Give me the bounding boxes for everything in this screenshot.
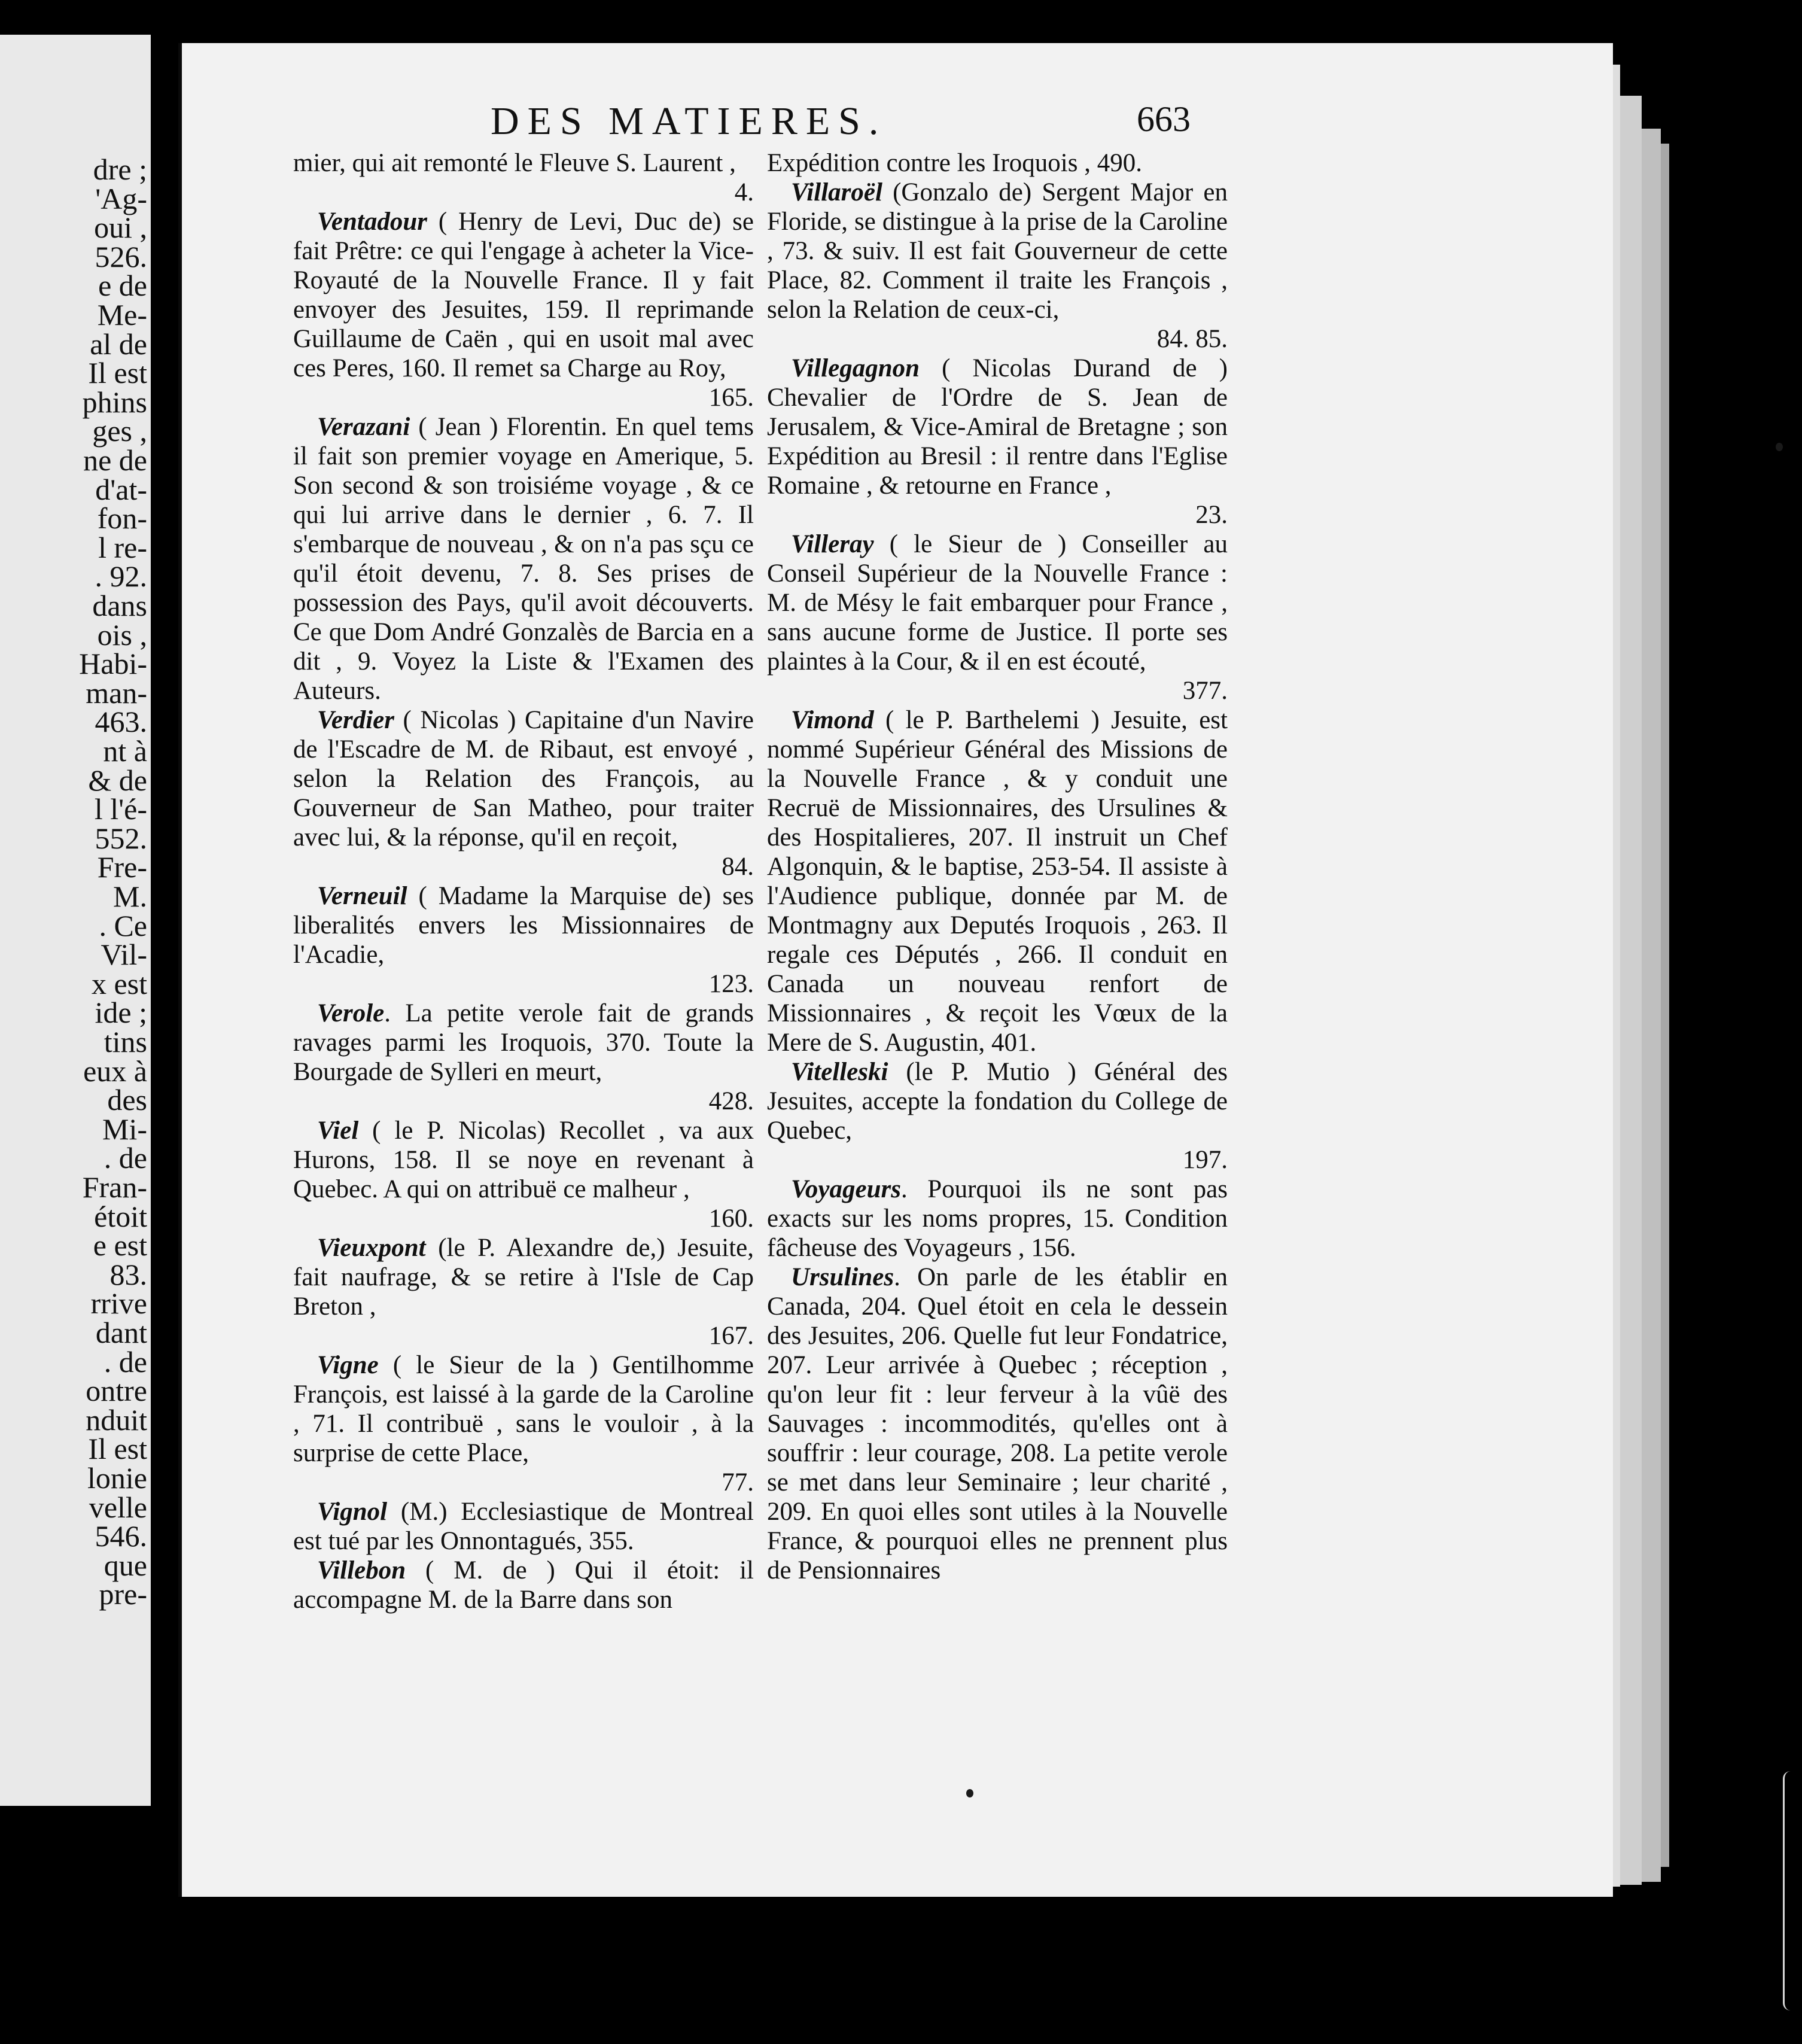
index-entry [293, 881, 754, 969]
fragment-line: . de [104, 1141, 147, 1175]
fragment-line: étoit [94, 1199, 147, 1233]
page-number: 663 [1137, 99, 1191, 139]
fragment-line: . Ce [99, 908, 147, 942]
fragment-line: velle [89, 1490, 147, 1524]
entry-text: ( Nicolas Durand de ) Chevalier de l'Ordre de S. Jean de Jerusalem, & Vice-Amiral de Bretagne ; son Expédition au Bresil : il rentre dans l'Eglise Romaine , & retourne en France , [767, 354, 1228, 500]
entry-headword: Viel [317, 1117, 359, 1145]
fragment-line: 526. [95, 239, 147, 273]
fragment-line: 83. [109, 1257, 147, 1291]
index-entry [767, 1057, 1228, 1145]
fragment-line: Vil- [101, 938, 147, 972]
fragment-line: lonie [87, 1461, 147, 1495]
fragment-line: 552. [95, 821, 147, 855]
entry-text: (le P. Alexandre de,) Jesuite, fait naufrage, & se retire à l'Isle de Cap Breton , [293, 1234, 754, 1321]
fragment-line: fon- [97, 501, 147, 536]
fragment-line: oui , [94, 211, 147, 245]
index-entry [767, 530, 1228, 676]
entry-text: ( le P. Nicolas) Recollet , va aux Hurons, 158. Il se noye en revenant à Quebec. A qui on attribuë ce malheur , [293, 1117, 754, 1203]
index-entry [767, 178, 1228, 324]
fragment-line: al de [90, 327, 147, 361]
entry-text: . On parle de les établir en Canada, 204. Quel étoit en cela le dessein des Jesuites, 206. Quelle fut leur Fondatrice, 207. Leur arrivée à Quebec ; réception , qu'on leur fit : leur ferveur à la vûë des Sauvages : incommodités, qu'elles ont à souffrir : leur courage, 208. La petite verole se met dans leur Seminaire ; leur charité , 209. En quoi elles sont utiles à la Nouvelle France, & pourquoi elles ne prennent plus de Pensionnaires [767, 1263, 1228, 1584]
entry-headword: Verdier [317, 706, 394, 734]
fragment-line: phins [82, 385, 147, 419]
index-column-right [767, 148, 1228, 1585]
index-entry [767, 705, 1228, 1057]
fragment-line: que [104, 1548, 147, 1582]
thread-mark [1783, 1771, 1798, 2010]
fragment-line: Fre- [97, 850, 147, 884]
index-entry [767, 148, 1228, 178]
fragment-line: 'Ag- [95, 181, 147, 215]
page-edge [1660, 144, 1669, 1867]
fragment-line: 463. [95, 705, 147, 739]
fragment-line: ges , [92, 414, 147, 448]
page-edge [1640, 129, 1661, 1882]
index-entry [293, 1116, 754, 1204]
fragment-line: l re- [98, 530, 147, 564]
index-entry [293, 148, 754, 178]
entry-headword: Villegagnon [791, 354, 920, 382]
entry-headword: Verazani [317, 413, 410, 441]
fragment-line: Il est [88, 356, 147, 390]
fragment-line: e de [98, 269, 147, 303]
fragment-line: 546. [95, 1519, 147, 1553]
index-entry [767, 1263, 1228, 1585]
fragment-line: nt à [103, 734, 147, 768]
fragment-line: tins [104, 1025, 147, 1058]
entry-page-ref: 84. [722, 853, 754, 881]
fragment-line: ois , [97, 618, 147, 652]
entry-text: ( le P. Barthelemi ) Jesuite, est nommé Supérieur Général des Missions de la Nouvelle France , & y conduit une Recruë de Missionnaires, des Ursulines & des Hospitalieres, 207. Il instruit un Chef Algonquin, & le baptise, 253-54. Il assiste à l'Audience publique, donnée par M. de Montmagny aux Deputés Iroquois , 263. Il regale ces Députés , 266. Il conduit en Canada un nouveau renfort de Missionnaires , & reçoit les Vœux de la Mere de S. Augustin, 401. [767, 706, 1228, 1057]
entry-text: ( Jean ) Florentin. En quel tems il fait son premier voyage en Amerique, 5. Son second & son troisiéme voyage , & ce qui lui arrive dans le dernier , 6. 7. Il s'embarque de nouveau , & on n'a pas sçu ce qu'il étoit devenu, 7. 8. Ses prises de possession des Pays, qu'il avoit découverts. Ce que Dom André Gonzalès de Barcia en a dit , 9. Voyez la Liste & l'Examen des Auteurs. [293, 413, 754, 705]
entry-text: ( le Sieur de ) Conseiller au Conseil Supérieur de la Nouvelle France : M. de Mésy le fait embarquer pour France , sans aucune forme de Justice. Il porte ses plaintes à la Cour, & il en est écouté, [767, 530, 1228, 676]
entry-text: ( Nicolas ) Capitaine d'un Navire de l'Escadre de M. de Ribaut, est envoyé , selon la Relation des François, au Gouverneur de San Matheo, pour traiter avec lui, & la réponse, qu'il en reçoit, [293, 706, 754, 851]
entry-page-ref: 197. [1182, 1146, 1228, 1174]
index-entry [767, 1175, 1228, 1263]
fragment-line: des [107, 1083, 147, 1117]
entry-text: . Pourquoi ils ne sont pas exacts sur les noms propres, 15. Condition fâcheuse des Voyageurs , 156. [767, 1175, 1228, 1262]
entry-headword: Verneuil [317, 882, 407, 910]
fragment-line: ontre [86, 1374, 147, 1408]
fragment-line: e est [93, 1228, 147, 1263]
entry-headword: Villaroël [791, 178, 882, 206]
running-title: DES MATIERES. [491, 99, 887, 143]
entry-headword: Verole [317, 999, 385, 1027]
index-entry [293, 1556, 754, 1614]
fragment-line: Mi- [102, 1112, 147, 1146]
fragment-line: nduit [86, 1403, 147, 1437]
entry-page-ref: 123. [708, 970, 754, 998]
fragment-line: Il est [88, 1432, 147, 1466]
entry-text: ( Madame la Marquise de) ses liberalités envers les Missionnaires de l'Acadie, [293, 882, 754, 969]
index-entry [293, 1233, 754, 1321]
entry-page-ref: 77. [722, 1468, 754, 1496]
fragment-line: . de [104, 1345, 147, 1379]
entry-page-ref: 428. [708, 1087, 754, 1115]
entry-headword: Voyageurs [791, 1175, 901, 1203]
entry-text: Expédition contre les Iroquois , 490. [767, 149, 1142, 177]
ink-spot [966, 1789, 973, 1797]
fragment-line: Fran- [82, 1170, 147, 1204]
index-entry [767, 354, 1228, 500]
entry-text: ( M. de ) Qui il étoit: il accompagne M. de la Barre dans son [293, 1556, 754, 1614]
page-header [491, 99, 1520, 153]
entry-page-ref: 377. [1182, 677, 1228, 705]
entry-headword: Vignol [317, 1498, 388, 1526]
entry-headword: Villeray [791, 530, 874, 558]
entry-headword: Ursulines [791, 1263, 894, 1291]
fragment-line: rrive [90, 1286, 147, 1321]
entry-headword: Ventadour [317, 208, 428, 236]
fragment-line: dre ; [93, 153, 147, 186]
fragment-line: . 92. [95, 559, 147, 594]
entry-page-ref: 167. [708, 1322, 754, 1350]
entry-headword: Vigne [317, 1351, 379, 1379]
fragment-line: ne de [83, 443, 147, 477]
entry-page-ref: 165. [708, 384, 754, 412]
fragment-line: M. [113, 880, 147, 913]
entry-headword: Villebon [317, 1556, 406, 1584]
entry-text: ( Henry de Levi, Duc de) se fait Prêtre: ce qui l'engage à acheter la Vice-Royauté de la Nouvelle France. Il y fait envoyer des Jesuites, 159. Il reprimande Guillaume de Caën , qui en usoit mal avec ces Peres, 160. Il remet sa Charge au Roy, [293, 208, 754, 382]
entry-page-ref: 23. [1195, 501, 1228, 529]
entry-text: (le P. Mutio ) Général des Jesuites, accepte la fondation du College de Quebec, [767, 1058, 1228, 1145]
ink-spot [1776, 443, 1783, 451]
index-entry [293, 705, 754, 852]
entry-text: (M.) Ecclesiastique de Montreal est tué par les Onnontagués, 355. [293, 1498, 754, 1555]
fragment-line: Me- [97, 298, 147, 331]
entry-headword: Vitelleski [791, 1058, 888, 1086]
index-entry [293, 412, 754, 705]
entry-page-ref: 4. [734, 178, 754, 206]
fragment-line: man- [86, 676, 147, 710]
fragment-line: l l'é- [94, 792, 147, 826]
fragment-line: Habi- [79, 647, 147, 681]
index-column-left [293, 148, 754, 1614]
index-entry [293, 999, 754, 1087]
index-entry [293, 1350, 754, 1468]
fragment-line: ide ; [95, 996, 147, 1030]
fragment-line: dant [95, 1316, 147, 1349]
fragment-line: eux à [83, 1054, 147, 1088]
fragment-line: x est [91, 966, 147, 1000]
entry-text: ( le Sieur de la ) Gentilhomme François, est laissé à la garde de la Caroline , 71. Il contribuë , sans le vouloir , à la surprise de cette Place, [293, 1351, 754, 1467]
entry-page-ref: 160. [708, 1204, 754, 1233]
fragment-line: & de [88, 763, 147, 797]
index-entry [293, 207, 754, 383]
entry-text: . La petite verole fait de grands ravages parmi les Iroquois, 370. Toute la Bourgade de Sylleri en meurt, [293, 999, 754, 1086]
previous-page-fragment [0, 35, 151, 1806]
entry-page-ref: 84. 85. [1156, 325, 1228, 353]
fragment-line: pre- [99, 1577, 147, 1611]
entry-text: mier, qui ait remonté le Fleuve S. Laurent , [293, 149, 736, 177]
fragment-line: dans [92, 589, 147, 622]
entry-text: (Gonzalo de) Sergent Major en Floride, se distingue à la prise de la Caroline , 73. & suiv. Il est fait Gouverneur de cette Place, 82. Comment il traite les François , selon la Relation de ceux-ci, [767, 178, 1228, 324]
fragment-line: d'at- [95, 472, 147, 506]
entry-headword: Vimond [791, 706, 874, 734]
index-entry [293, 1497, 754, 1556]
entry-headword: Vieuxpont [317, 1234, 426, 1262]
